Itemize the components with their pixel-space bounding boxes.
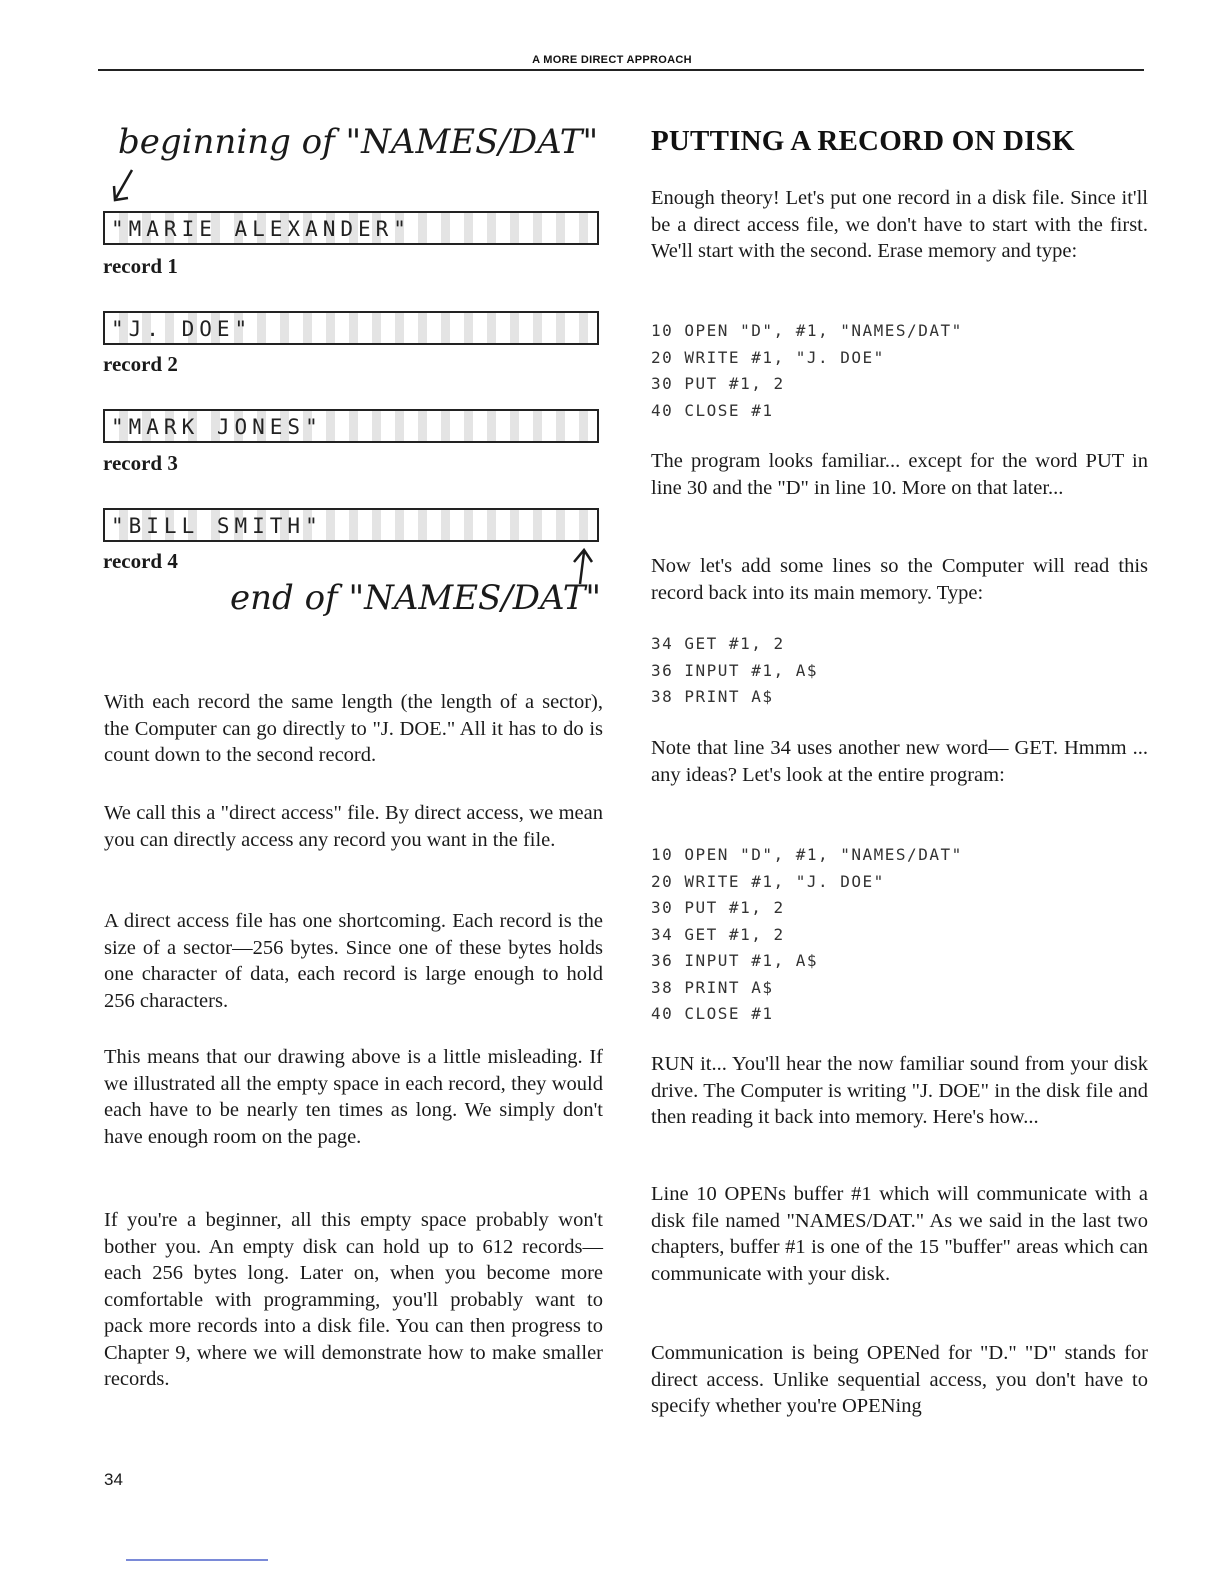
record-content: "BILL SMITH" <box>111 514 323 538</box>
code-line: 40 CLOSE #1 <box>651 1004 774 1023</box>
code-line: 36 INPUT #1, A$ <box>651 951 818 970</box>
right-paragraph-5: RUN it... You'll hear the now familiar sound from your disk drive. The Computer is writing "J. DOE" in the disk file and then reading it back into memory. Here's how... <box>651 1053 1148 1128</box>
left-paragraph-5: If you're a beginner, all this empty space probably won't bother you. An empty disk can hold up to 612 records—each 256 bytes long. Later on, when you become more comfortable with programming, you'll probably want to pack more records into a disk file. You can then progress to Chapter 9, where we will demonstrate how to make smaller records. <box>104 1209 603 1390</box>
record-label: record 4 <box>103 549 178 573</box>
code-line: 36 INPUT #1, A$ <box>651 660 818 680</box>
page-number: 34 <box>104 1470 123 1489</box>
running-head: A MORE DIRECT APPROACH <box>532 54 692 66</box>
down-arrow-icon <box>110 168 140 204</box>
record-content: "MARK JONES" <box>111 415 323 439</box>
end-note: end of "NAMES/DAT" <box>230 578 602 618</box>
code-listing-2 <box>651 631 818 711</box>
code-listing-3 <box>651 842 963 1028</box>
record-label: record 2 <box>103 352 178 376</box>
footer-mark <box>126 1559 268 1561</box>
code-line: 38 PRINT A$ <box>651 977 774 997</box>
left-paragraph-3: A direct access file has one shortcoming. Each record is the size of a sector—256 bytes. Since one of these bytes holds one character of data, each record is large enough to hold 256 characters. <box>104 910 603 1012</box>
code-listing-1 <box>651 318 963 424</box>
right-paragraph-3: Now let's add some lines so the Computer will read this record back into its main memory. Type: <box>651 555 1148 604</box>
left-paragraph-4: This means that our drawing above is a little misleading. If we illustrated all the empty space in each record, they would each have to be nearly ten times as long. We simply don't have enough room on the page. <box>104 1046 603 1148</box>
code-line: 30 PUT #1, 2 <box>651 898 785 917</box>
right-paragraph-7: Communication is being OPENed for "D." "D" stands for direct access. Unlike sequential access, you don't have to specify whether you're OPENing <box>651 1342 1148 1417</box>
header-rule <box>98 69 1144 71</box>
record-label: record 3 <box>103 451 178 475</box>
record-box <box>103 508 599 542</box>
record-label: record 1 <box>103 254 178 278</box>
code-line: 10 OPEN "D", #1, "NAMES/DAT" <box>651 321 963 340</box>
intro-paragraph: Enough theory! Let's put one record in a disk file. Since it'll be a direct access file, we don't have to start with the first. We'll start with the second. Erase memory and type: <box>651 187 1148 262</box>
record-box <box>103 409 599 443</box>
right-paragraph-6: Line 10 OPENs buffer #1 which will communicate with a disk file named "NAMES/DAT." As we said in the last two chapters, buffer #1 is one of the 15 "buffer" areas which can communicate with your disk. <box>651 1183 1148 1285</box>
code-line: 40 CLOSE #1 <box>651 400 774 420</box>
record-content: "MARIE ALEXANDER" <box>111 217 411 241</box>
record-box <box>103 211 599 245</box>
right-paragraph-4: Note that line 34 uses another new word— GET. Hmmm ... any ideas? Let's look at the entire program: <box>651 737 1148 786</box>
section-heading: PUTTING A RECORD ON DISK <box>651 125 1075 157</box>
right-paragraph-2: The program looks familiar... except for the word PUT in line 30 and the "D" in line 10. More on that later... <box>651 450 1148 499</box>
left-paragraph-1: With each record the same length (the length of a sector), the Computer can go directly to "J. DOE." All it has to do is count down to the second record. <box>104 691 603 766</box>
begin-note: beginning of "NAMES/DAT" <box>118 122 599 162</box>
code-line: 34 GET #1, 2 <box>651 634 785 653</box>
code-line: 34 GET #1, 2 <box>651 924 785 944</box>
code-line: 38 PRINT A$ <box>651 687 774 706</box>
record-box <box>103 311 599 345</box>
left-paragraph-2: We call this a "direct access" file. By direct access, we mean you can directly access any record you want in the file. <box>104 802 603 851</box>
code-line: 30 PUT #1, 2 <box>651 374 785 393</box>
code-line: 20 WRITE #1, "J. DOE" <box>651 871 885 891</box>
code-line: 10 OPEN "D", #1, "NAMES/DAT" <box>651 845 963 864</box>
record-content: "J. DOE" <box>111 317 253 341</box>
code-line: 20 WRITE #1, "J. DOE" <box>651 347 885 367</box>
